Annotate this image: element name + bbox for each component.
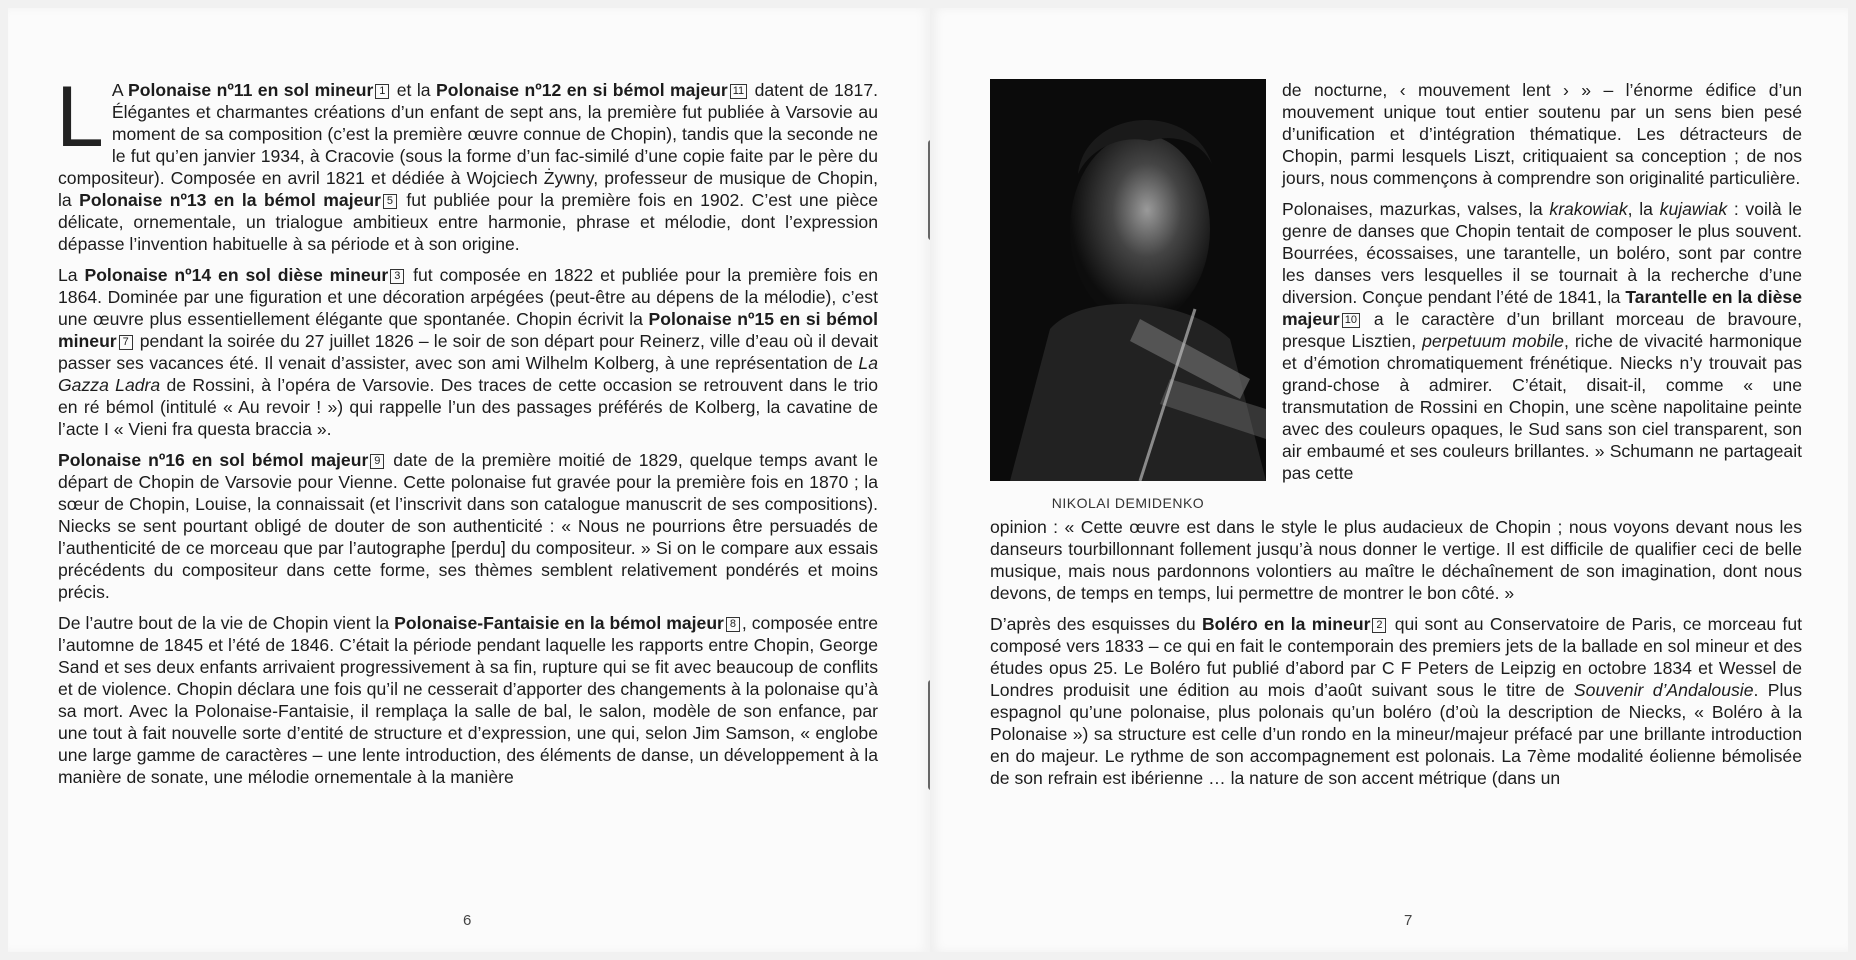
paragraph bbox=[990, 516, 1802, 604]
track-number-badge: 10 bbox=[1342, 313, 1360, 328]
track-number-badge: 1 bbox=[375, 84, 389, 99]
work-title: Polonaise nº15 en si bémol mineur bbox=[58, 309, 878, 351]
text-run: fut publiée pour la première fois en 1902. C’est une pièce délicate, ornementale, un trialogue ambitieux entre harmonie, phrase et mélodie, dont l’expression dépasse l’invention habituelle à sa période et à son origine. bbox=[58, 190, 879, 254]
work-title: Polonaise nº14 en sol dièse mineur bbox=[84, 265, 389, 285]
work-title: Polonaise nº16 en sol bémol majeur bbox=[58, 450, 369, 470]
pianist-photo-image bbox=[990, 79, 1266, 481]
italic-title: Souvenir d’Andalousie bbox=[1573, 680, 1754, 700]
text-run: , riche de vivacité harmonique et d’émotion chromatiquement frénétique. Niecks n’y trouvait pas grand-chose à admirer. C’était, disait-il, comme « une transmutation de Rossini en Chopin, une scène napolitaine peinte avec des couleurs opaques, le Sud sans son ciel transparent, son air embaumé et ses couleurs brillantes. » Schumann ne partageait pas cette bbox=[1282, 331, 1802, 483]
text-run: de Rossini, à l’opéra de Varsovie. Des traces de cette occasion se retrouvent dans le trio en ré bémol (intitulé « Au revoir ! ») qui rappelle l’un des passages préférés de Kolberg, la cavatine de l’acte I « Vieni fra questa braccia ». bbox=[58, 375, 878, 439]
text-run: De l’autre bout de la vie de Chopin vient la bbox=[58, 613, 395, 633]
text-run: opinion : « Cette œuvre est dans le style le plus audacieux de Chopin ; nous voyons devant nous les danseurs tourbillonnant follement jusqu’à nous donner le vertige. Il est difficile de qualifier ceci de belle musique, mais nous pardonnons volontiers au maître le déchaînement de son imagination, dont nous devons, de temps en temps, lui permettre de montrer le bon côté. » bbox=[990, 517, 1802, 603]
text-run: . Plus espagnol qu’une polonaise, plus polonais qu’un boléro (d’où la description de Niecks, « Boléro à la Polonaise ») sa structure est celle d’un rondo en la mineur/majeur préfacé par une brillante introduction en do majeur. Le rythme de son accompagnement est polonais. La 7ème modalité éolienne bémolisée de son refrain est ibérienne … la nature de son accent métrique (dans un bbox=[990, 680, 1802, 788]
paragraph bbox=[58, 449, 878, 603]
italic-term: perpetuum mobile bbox=[1422, 331, 1564, 351]
italic-term: krakowiak bbox=[1549, 199, 1628, 219]
right-text-column-top bbox=[1282, 79, 1802, 493]
work-title: Boléro en la mineur bbox=[1201, 614, 1371, 634]
track-number-badge: 5 bbox=[383, 194, 397, 209]
paragraph bbox=[990, 613, 1802, 789]
work-title: Polonaise nº12 en si bémol majeur bbox=[435, 80, 728, 100]
left-page bbox=[8, 8, 930, 952]
text-run: Polonaises, mazurkas, valses, la bbox=[1282, 199, 1550, 219]
text-run: D’après des esquisses du bbox=[990, 614, 1202, 634]
text-run: pendant la soirée du 27 juillet 1826 – le soir de son départ pour Reinerz, ville d’eau où il devait passer ses vacances été. Il venait d’assister, avec son ami Wilhelm Kolberg, à une représentation de bbox=[58, 331, 878, 373]
paragraph bbox=[1282, 198, 1802, 484]
work-title: Polonaise-Fantaisie en la bémol majeur bbox=[394, 613, 724, 633]
italic-term: kujawiak bbox=[1659, 199, 1728, 219]
text-run: qui sont au Conservatoire de Paris, ce morceau fut composé vers 1833 – ce qui en fait le contemporain des premiers jets de la ballade en sol mineur et des études opus 25. Le Boléro fut publié d’abord par C F Peters de Leipzig en octobre 1834 et Wessel de Londres produisit une édition au mois d’août suivant sous le titre de bbox=[990, 614, 1802, 700]
paragraph bbox=[56, 69, 879, 255]
page-number: 7 bbox=[1404, 912, 1413, 929]
drop-cap: L bbox=[56, 69, 104, 165]
photo-caption: NIKOLAI DEMIDENKO bbox=[1051, 495, 1205, 511]
right-text-column-bottom bbox=[990, 516, 1802, 798]
track-number-badge: 2 bbox=[1372, 618, 1386, 633]
work-title: Polonaise nº11 en sol mineur bbox=[128, 80, 374, 100]
page-number: 6 bbox=[463, 912, 472, 929]
track-number-badge: 9 bbox=[370, 454, 384, 469]
right-page bbox=[930, 8, 1848, 952]
text-run: , la bbox=[1627, 199, 1660, 219]
text-run: et la bbox=[391, 80, 436, 100]
text-run: La bbox=[58, 265, 85, 285]
text-run: : voilà le genre de danses que Chopin tentait de composer le plus souvent. Bourrées, écossaises, une tarantelle, un boléro, sont par contre les danses vers lesquelles il se tournait à la recherche d’une diversion. Conçue pendant l’été de 1841, la bbox=[1282, 199, 1803, 307]
text-run: date de la première moitié de 1829, quelque temps avant le départ de Chopin de Varsovie pour Vienne. Cette polonaise fut gravée pour la première fois en 1870 ; la sœur de Chopin, Louise, la connaissait (et l’inscrivit dans son catalogue manuscrit de ses compositions). Niecks se sent pourtant obligé de douter de son authenticité : « Nous ne pourrions être persuadés de l’authenticité de ce morceau que par l’autographe [perdu] du compositeur. » Si on le compare aux essais précédents du compositeur dans cette forme, ses thèmes semblent relativement pondérés et moins précis. bbox=[58, 450, 878, 602]
work-title: Polonaise nº13 en la bémol majeur bbox=[79, 190, 381, 210]
text-run: , composée entre l’automne de 1845 et l’été de 1846. C’était la période pendant laquelle les rapports entre Chopin, George Sand et ses deux enfants arrivaient progressivement à sa fin, rupture qui se fit avec beaucoup de conflits et de violence. Chopin déclara une fois qu’il ne cesserait d’apporter des changements à la polonaise qu’à sa mort. Avec la Polonaise-Fantaisie, il remplaça la salle de bal, le salon, modèle de son enfance, par une tout à fait nouvelle sorte d’entité de structure et d’expression, une qui, selon Jim Samson, « englobe une large gamme de caractères – une lente introduction, des éléments de danse, un développement à la manière de sonate, une mélodie ornementale à la manière bbox=[58, 613, 878, 787]
text-run: datent de 1817. Élégantes et charmantes créations d’un enfant de sept ans, la première fut publiée à Varsovie au moment de sa composition (c’est la première œuvre connue de Chopin), tandis que la seconde ne le fut qu’en janvier 1934, à Cracovie (sous la forme d’un fac-similé d’une copie faite par le père du compositeur). Composée en avril 1821 et dédiée à Wojciech Żywny, professeur de musique de Chopin, la bbox=[58, 80, 879, 210]
italic-title: La Gazza Ladra bbox=[58, 353, 878, 395]
work-title: Tarantelle en la dièse majeur bbox=[1282, 287, 1802, 329]
text-run: A bbox=[111, 80, 129, 100]
paragraph bbox=[58, 264, 878, 440]
text-run: fut composée en 1822 et publiée pour la première fois en 1864. Dominée par une figuration et une décoration arpégées (peut-être au dépens de la mélodie), c’est une œuvre plus essentiellement élégante que spontanée. Chopin écrivit la bbox=[58, 265, 878, 329]
text-run: a le caractère d’un brillant morceau de bravoure, presque Lisztien, bbox=[1282, 309, 1802, 351]
pianist-photo bbox=[990, 79, 1266, 481]
text-run: de nocturne, ‹ mouvement lent › » – l’énorme édifice d’un mouvement unique tout entier soutenu par un sens bien pesé d’unification et d’intégration thématique. Les détracteurs de Chopin, parmi lesquels Liszt, critiquaient sa conception ; de nos jours, nous commençons à comprendre son originalité particulière. bbox=[1282, 80, 1802, 188]
left-text-column bbox=[56, 69, 879, 797]
track-number-badge: 8 bbox=[726, 617, 740, 632]
paragraph bbox=[1282, 79, 1802, 189]
paragraph bbox=[58, 612, 878, 788]
track-number-badge: 3 bbox=[390, 269, 404, 284]
track-number-badge: 7 bbox=[119, 335, 133, 350]
track-number-badge: 11 bbox=[730, 84, 747, 99]
